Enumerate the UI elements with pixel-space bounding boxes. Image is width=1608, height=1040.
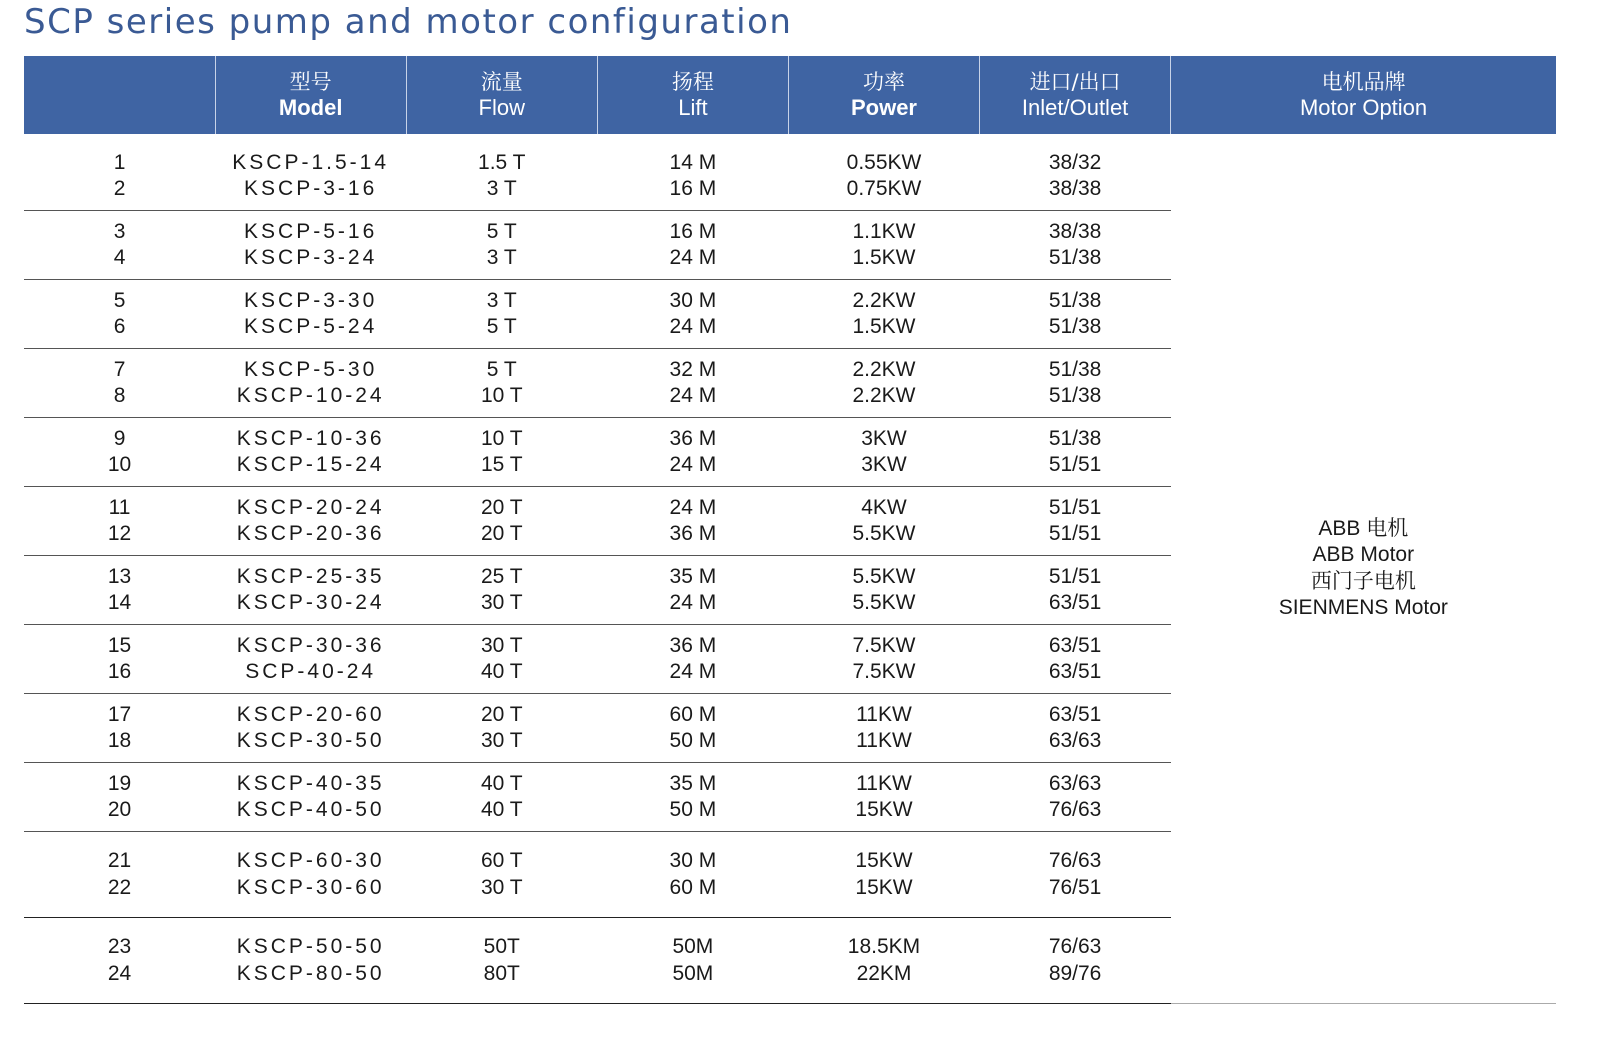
header-lift — [597, 56, 788, 134]
lift-value: 50 M — [669, 729, 717, 752]
lift-value: 30 M — [669, 849, 717, 872]
power-value: 2.2KW — [852, 384, 916, 407]
power-cell — [788, 349, 979, 418]
index-value: 15 — [107, 633, 132, 657]
inlet-outlet-cell — [980, 211, 1171, 280]
flow-cell — [406, 134, 597, 211]
index-value: 10 — [107, 453, 132, 476]
header-flow-en: Flow — [478, 95, 525, 120]
model-value: KSCP-3-30 — [244, 288, 378, 312]
index-value: 2 — [113, 177, 126, 200]
inlet-outlet-value: 51/51 — [1048, 453, 1102, 476]
index-value: 8 — [113, 384, 126, 407]
flow-value: 3 T — [486, 246, 517, 269]
power-value: 5.5KW — [852, 591, 916, 614]
flow-cell — [406, 487, 597, 556]
lift-value: 32 M — [669, 357, 717, 381]
flow-value: 40 T — [480, 798, 523, 821]
inlet-outlet-cell — [980, 625, 1171, 694]
lift-value: 16 M — [669, 219, 717, 243]
header-power-en: Power — [850, 95, 917, 120]
lift-value: 50M — [672, 935, 714, 958]
lift-cell — [597, 832, 788, 918]
power-cell — [788, 556, 979, 625]
inlet-outlet-value: 51/38 — [1048, 357, 1102, 381]
inlet-outlet-cell — [980, 487, 1171, 556]
flow-cell — [406, 694, 597, 763]
inlet-outlet-value: 63/63 — [1048, 729, 1102, 752]
flow-cell — [406, 918, 597, 1004]
power-value: 11KW — [856, 771, 912, 795]
lift-cell — [597, 487, 788, 556]
inlet-outlet-value: 38/38 — [1048, 219, 1102, 243]
power-value: 3KW — [861, 453, 907, 476]
model-value: KSCP-10-36 — [236, 426, 385, 450]
power-value: 1.5KW — [852, 315, 916, 338]
flow-cell — [406, 349, 597, 418]
model-value: KSCP-30-50 — [236, 729, 385, 752]
model-cell — [215, 556, 406, 625]
model-cell — [215, 918, 406, 1004]
model-value: KSCP-5-24 — [244, 315, 378, 338]
model-value: KSCP-1.5-14 — [232, 150, 390, 174]
flow-value: 3 T — [486, 177, 517, 200]
inlet-outlet-value: 38/32 — [1048, 150, 1102, 174]
model-value: KSCP-60-30 — [236, 849, 385, 872]
table-header-row — [24, 56, 1556, 134]
header-index — [24, 56, 215, 134]
lift-value: 36 M — [669, 633, 717, 657]
flow-value: 25 T — [480, 564, 523, 588]
motor-option-cell — [1171, 134, 1556, 1004]
header-power-zh: 功率 — [862, 70, 905, 94]
index-value: 13 — [107, 564, 132, 588]
motor-option-line: ABB 电机 — [1318, 516, 1409, 540]
index-cell — [24, 832, 215, 918]
index-value: 14 — [107, 591, 132, 614]
flow-cell — [406, 280, 597, 349]
flow-value: 10 T — [480, 426, 523, 450]
flow-value: 3 T — [486, 288, 517, 312]
inlet-outlet-cell — [980, 134, 1171, 211]
power-cell — [788, 211, 979, 280]
model-value: KSCP-30-60 — [236, 875, 385, 899]
power-cell — [788, 418, 979, 487]
index-value: 22 — [107, 875, 132, 899]
index-cell — [24, 918, 215, 1004]
flow-value: 20 T — [480, 522, 523, 545]
header-inlet-outlet-en: Inlet/Outlet — [1021, 95, 1129, 120]
model-cell — [215, 349, 406, 418]
power-value: 2.2KW — [852, 288, 916, 312]
lift-value: 14 M — [669, 150, 717, 174]
model-value: KSCP-20-36 — [236, 522, 385, 545]
model-cell — [215, 694, 406, 763]
lift-value: 60 M — [669, 875, 717, 899]
flow-value: 5 T — [486, 357, 517, 381]
power-value: 1.5KW — [852, 246, 916, 269]
index-value: 19 — [107, 771, 132, 795]
index-value: 24 — [107, 961, 132, 985]
index-value: 3 — [113, 219, 126, 243]
flow-cell — [406, 556, 597, 625]
model-value: SCP-40-24 — [245, 660, 377, 683]
lift-cell — [597, 763, 788, 832]
index-value: 5 — [113, 288, 126, 312]
model-value: KSCP-50-50 — [236, 935, 385, 958]
power-value: 0.75KW — [846, 177, 922, 200]
lift-value: 24 M — [669, 591, 717, 614]
flow-cell — [406, 832, 597, 918]
flow-value: 30 T — [480, 591, 523, 614]
flow-cell — [406, 418, 597, 487]
header-inlet-outlet — [980, 56, 1171, 134]
index-cell — [24, 556, 215, 625]
power-cell — [788, 487, 979, 556]
lift-cell — [597, 418, 788, 487]
index-value: 9 — [113, 426, 126, 450]
inlet-outlet-cell — [980, 832, 1171, 918]
header-flow-zh: 流量 — [480, 70, 523, 94]
model-cell — [215, 763, 406, 832]
header-lift-en: Lift — [678, 95, 708, 120]
flow-value: 50T — [483, 935, 520, 958]
model-cell — [215, 211, 406, 280]
power-value: 3KW — [861, 426, 907, 450]
index-value: 4 — [113, 246, 126, 269]
index-value: 20 — [107, 798, 132, 821]
inlet-outlet-value: 76/63 — [1048, 849, 1102, 872]
lift-cell — [597, 211, 788, 280]
index-cell — [24, 349, 215, 418]
inlet-outlet-cell — [980, 349, 1171, 418]
index-cell — [24, 625, 215, 694]
lift-value: 35 M — [669, 771, 717, 795]
inlet-outlet-cell — [980, 918, 1171, 1004]
lift-value: 50M — [672, 961, 714, 985]
index-value: 21 — [107, 849, 132, 872]
index-value: 6 — [113, 315, 126, 338]
header-model-zh: 型号 — [289, 70, 332, 94]
header-motor-zh: 电机品牌 — [1321, 70, 1406, 94]
lift-value: 24 M — [669, 453, 717, 476]
motor-option-line: SIENMENS Motor — [1278, 596, 1448, 619]
flow-value: 30 T — [480, 875, 523, 899]
power-value: 7.5KW — [852, 633, 916, 657]
lift-value: 35 M — [669, 564, 717, 588]
index-cell — [24, 418, 215, 487]
inlet-outlet-value: 51/51 — [1048, 495, 1102, 519]
pump-config-table — [24, 56, 1556, 1004]
model-cell — [215, 832, 406, 918]
model-cell — [215, 418, 406, 487]
model-value: KSCP-40-35 — [236, 771, 385, 795]
flow-value: 1.5 T — [478, 150, 526, 174]
index-value: 11 — [108, 495, 131, 519]
model-cell — [215, 280, 406, 349]
inlet-outlet-cell — [980, 694, 1171, 763]
power-value: 15KW — [855, 798, 913, 821]
power-cell — [788, 763, 979, 832]
inlet-outlet-value: 63/51 — [1048, 633, 1102, 657]
power-cell — [788, 625, 979, 694]
lift-value: 50 M — [669, 798, 717, 821]
lift-value: 24 M — [669, 384, 717, 407]
power-value: 7.5KW — [852, 660, 916, 683]
lift-value: 36 M — [669, 426, 717, 450]
lift-cell — [597, 694, 788, 763]
inlet-outlet-value: 63/51 — [1048, 591, 1102, 614]
model-value: KSCP-20-60 — [236, 702, 385, 726]
lift-cell — [597, 625, 788, 694]
inlet-outlet-value: 51/51 — [1048, 522, 1102, 545]
index-value: 16 — [107, 660, 132, 683]
inlet-outlet-value: 51/38 — [1048, 315, 1102, 338]
index-cell — [24, 487, 215, 556]
power-value: 18.5KM — [847, 935, 921, 958]
inlet-outlet-cell — [980, 280, 1171, 349]
power-value: 0.55KW — [846, 150, 922, 174]
power-value: 15KW — [855, 875, 913, 899]
inlet-outlet-cell — [980, 418, 1171, 487]
index-value: 23 — [107, 935, 132, 958]
power-value: 15KW — [855, 849, 913, 872]
power-cell — [788, 694, 979, 763]
inlet-outlet-value: 63/51 — [1048, 702, 1102, 726]
flow-cell — [406, 763, 597, 832]
model-cell — [215, 625, 406, 694]
power-cell — [788, 134, 979, 211]
inlet-outlet-value: 63/51 — [1048, 660, 1102, 683]
header-inlet-outlet-zh: 进口/出口 — [1029, 70, 1121, 94]
model-value: KSCP-5-16 — [244, 219, 378, 243]
lift-value: 24 M — [669, 246, 717, 269]
inlet-outlet-value: 51/38 — [1048, 246, 1102, 269]
flow-cell — [406, 625, 597, 694]
flow-value: 30 T — [480, 633, 523, 657]
flow-value: 20 T — [480, 702, 523, 726]
inlet-outlet-value: 51/38 — [1048, 384, 1102, 407]
index-cell — [24, 134, 215, 211]
flow-value: 20 T — [480, 495, 523, 519]
index-cell — [24, 694, 215, 763]
model-value: KSCP-30-36 — [236, 633, 385, 657]
inlet-outlet-value: 76/63 — [1048, 935, 1102, 958]
power-value: 11KW — [856, 729, 912, 752]
lift-value: 30 M — [669, 288, 717, 312]
model-cell — [215, 487, 406, 556]
inlet-outlet-cell — [980, 556, 1171, 625]
model-value: KSCP-40-50 — [236, 798, 385, 821]
power-value: 2.2KW — [852, 357, 916, 381]
model-value: KSCP-25-35 — [236, 564, 385, 588]
model-value: KSCP-10-24 — [236, 384, 385, 407]
header-power — [788, 56, 979, 134]
power-value: 4KW — [861, 495, 907, 519]
inlet-outlet-value: 89/76 — [1048, 961, 1102, 985]
model-cell — [215, 134, 406, 211]
lift-cell — [597, 349, 788, 418]
index-value: 18 — [107, 729, 132, 752]
inlet-outlet-value: 38/38 — [1048, 177, 1102, 200]
motor-option-line: 西门子电机 — [1310, 569, 1416, 593]
flow-value: 60 T — [480, 849, 523, 872]
model-value: KSCP-3-24 — [244, 246, 378, 269]
index-cell — [24, 280, 215, 349]
power-cell — [788, 280, 979, 349]
model-value: KSCP-80-50 — [236, 961, 385, 985]
model-value: KSCP-20-24 — [236, 495, 385, 519]
model-value: KSCP-30-24 — [236, 591, 385, 614]
page-title: SCP series pump and motor configuration — [24, 2, 793, 42]
lift-value: 24 M — [669, 660, 717, 683]
flow-value: 5 T — [486, 315, 517, 338]
lift-cell — [597, 918, 788, 1004]
motor-option-line: ABB Motor — [1312, 543, 1415, 566]
inlet-outlet-cell — [980, 763, 1171, 832]
index-cell — [24, 763, 215, 832]
power-value: 5.5KW — [852, 564, 916, 588]
lift-cell — [597, 556, 788, 625]
lift-value: 60 M — [669, 702, 717, 726]
flow-value: 5 T — [486, 219, 517, 243]
flow-cell — [406, 211, 597, 280]
inlet-outlet-value: 51/38 — [1048, 288, 1102, 312]
power-cell — [788, 832, 979, 918]
lift-value: 24 M — [669, 495, 717, 519]
lift-value: 24 M — [669, 315, 717, 338]
index-value: 1 — [113, 150, 126, 174]
header-model-en: Model — [278, 95, 343, 120]
power-cell — [788, 918, 979, 1004]
inlet-outlet-value: 76/63 — [1048, 798, 1102, 821]
inlet-outlet-value: 51/38 — [1048, 426, 1102, 450]
lift-value: 36 M — [669, 522, 717, 545]
flow-value: 40 T — [480, 660, 523, 683]
flow-value: 15 T — [480, 453, 523, 476]
model-value: KSCP-5-30 — [244, 357, 378, 381]
lift-cell — [597, 134, 788, 211]
inlet-outlet-value: 76/51 — [1048, 875, 1102, 899]
model-value: KSCP-15-24 — [236, 453, 385, 476]
index-value: 7 — [113, 357, 126, 381]
inlet-outlet-value: 51/51 — [1048, 564, 1102, 588]
lift-cell — [597, 280, 788, 349]
index-value: 12 — [107, 522, 132, 545]
table-row — [24, 134, 1556, 211]
header-flow — [406, 56, 597, 134]
flow-value: 80T — [483, 961, 520, 985]
index-cell — [24, 211, 215, 280]
flow-value: 40 T — [480, 771, 523, 795]
flow-value: 30 T — [480, 729, 523, 752]
header-motor-option — [1171, 56, 1556, 134]
power-value: 11KW — [856, 702, 912, 726]
header-motor-en: Motor Option — [1299, 95, 1428, 120]
power-value: 5.5KW — [852, 522, 916, 545]
power-value: 22KM — [856, 961, 912, 985]
model-value: KSCP-3-16 — [244, 177, 378, 200]
table-body — [24, 134, 1556, 1004]
power-value: 1.1KW — [852, 219, 916, 243]
inlet-outlet-value: 63/63 — [1048, 771, 1102, 795]
flow-value: 10 T — [480, 384, 523, 407]
header-model — [215, 56, 406, 134]
lift-value: 16 M — [669, 177, 717, 200]
index-value: 17 — [107, 702, 132, 726]
header-lift-zh: 扬程 — [671, 70, 714, 94]
